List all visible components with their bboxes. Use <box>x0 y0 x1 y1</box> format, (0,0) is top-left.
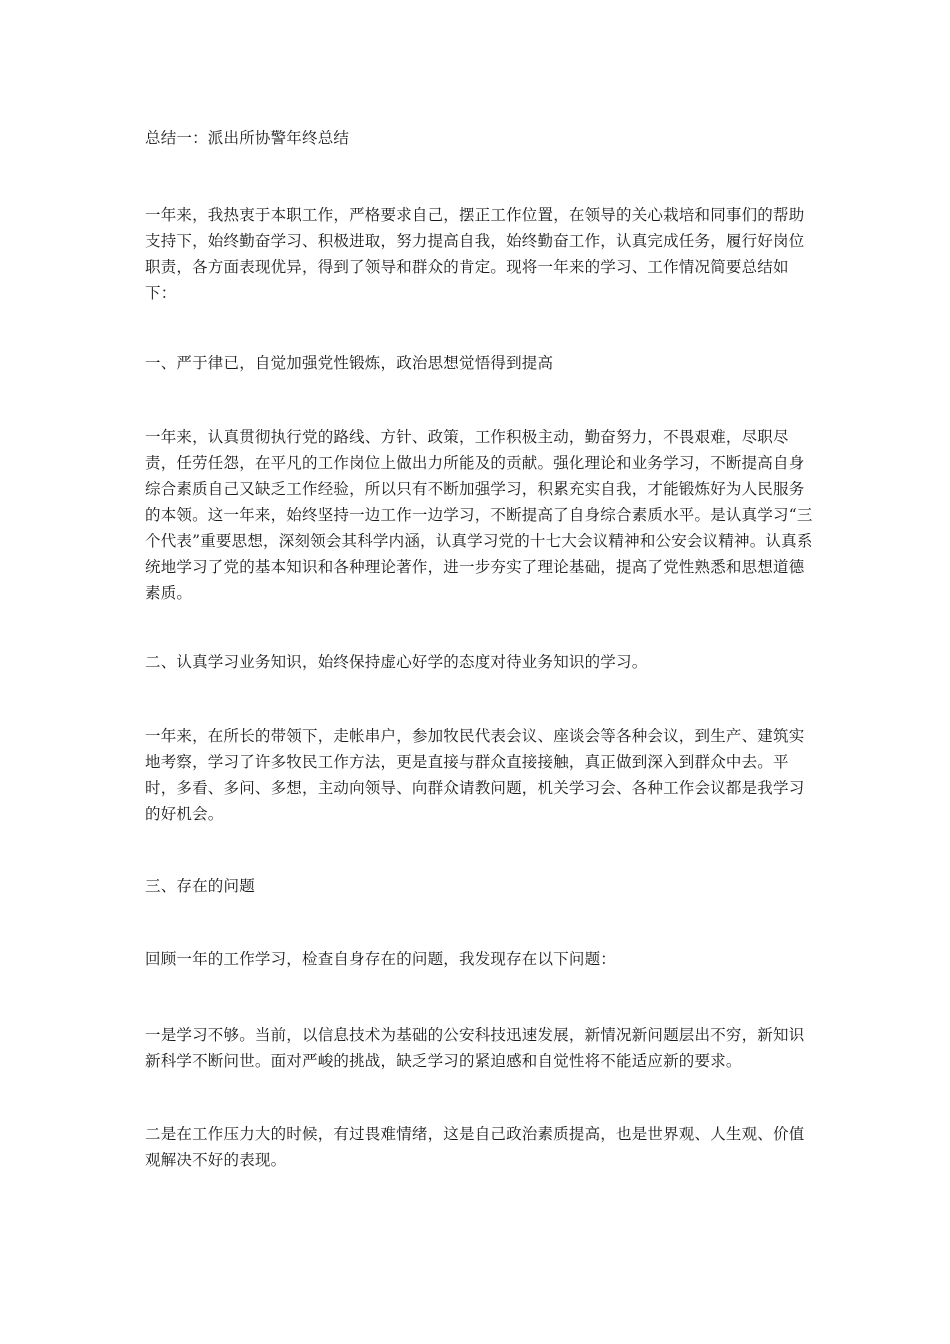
document-title: 总结一：派出所协警年终总结 <box>145 129 350 147</box>
section-1-heading: 一、严于律已，自觉加强党性锻炼，政治思想觉悟得到提高 <box>145 354 554 372</box>
intro-paragraph: 一年来，我热衷于本职工作，严格要求自己，摆正工作位置，在领导的关心栽培和同事们的帮助支持下，始终勤奋学习、积极进取，努力提高自我，始终勤奋工作，认真完成任务，履行好岗位职责，各方面表现优异，得到了领导和群众的肯定。现将一年来的学习、工作情况简要总结如下： <box>145 206 805 302</box>
problem-1-paragraph: 一是学习不够。当前，以信息技术为基础的公安科技迅速发展，新情况新问题层出不穷，新知识新科学不断问世。面对严峻的挑战，缺乏学习的紧迫感和自觉性将不能适应新的要求。 <box>145 1026 805 1070</box>
section-2-paragraph: 一年来，在所长的带领下，走帐串户，参加牧民代表会议、座谈会等各种会议，到生产、建筑实地考察，学习了许多牧民工作方法，更是直接与群众直接接触，真正做到深入到群众中去。平时，多看、多问、多想，主动向领导、向群众请教问题，机关学习会、各种工作会议都是我学习的好机会。 <box>145 727 805 823</box>
problem-2-paragraph: 二是在工作压力大的时候，有过畏难情绪，这是自己政治素质提高，也是世界观、人生观、价值观解决不好的表现。 <box>145 1125 805 1169</box>
section-2-heading: 二、认真学习业务知识，始终保持虚心好学的态度对待业务知识的学习。 <box>145 653 648 671</box>
section-1-paragraph: 一年来，认真贯彻执行党的路线、方针、政策，工作积极主动，勤奋努力，不畏艰难，尽职尽责，任劳任怨，在平凡的工作岗位上做出力所能及的贡献。强化理论和业务学习，不断提高自身综合素质自己又缺乏工作经验，所以只有不断加强学习，积累充实自我，才能锻炼好为人民服务的本领。这一年来，始终坚持一边工作一边学习，不断提高了自身综合素质水平。是认真学习“三个代表”重要思想，深刻领会其科学内涵，认真学习党的十七大会议精神和公安会议精神。认真系统地学习了党的基本知识和各种理论著作，进一步夯实了理论基础，提高了党性熟悉和思想道德素质。 <box>145 428 813 602</box>
section-3-heading: 三、存在的问题 <box>145 877 255 895</box>
section-3-intro: 回顾一年的工作学习，检查自身存在的问题，我发现存在以下问题： <box>145 950 617 968</box>
